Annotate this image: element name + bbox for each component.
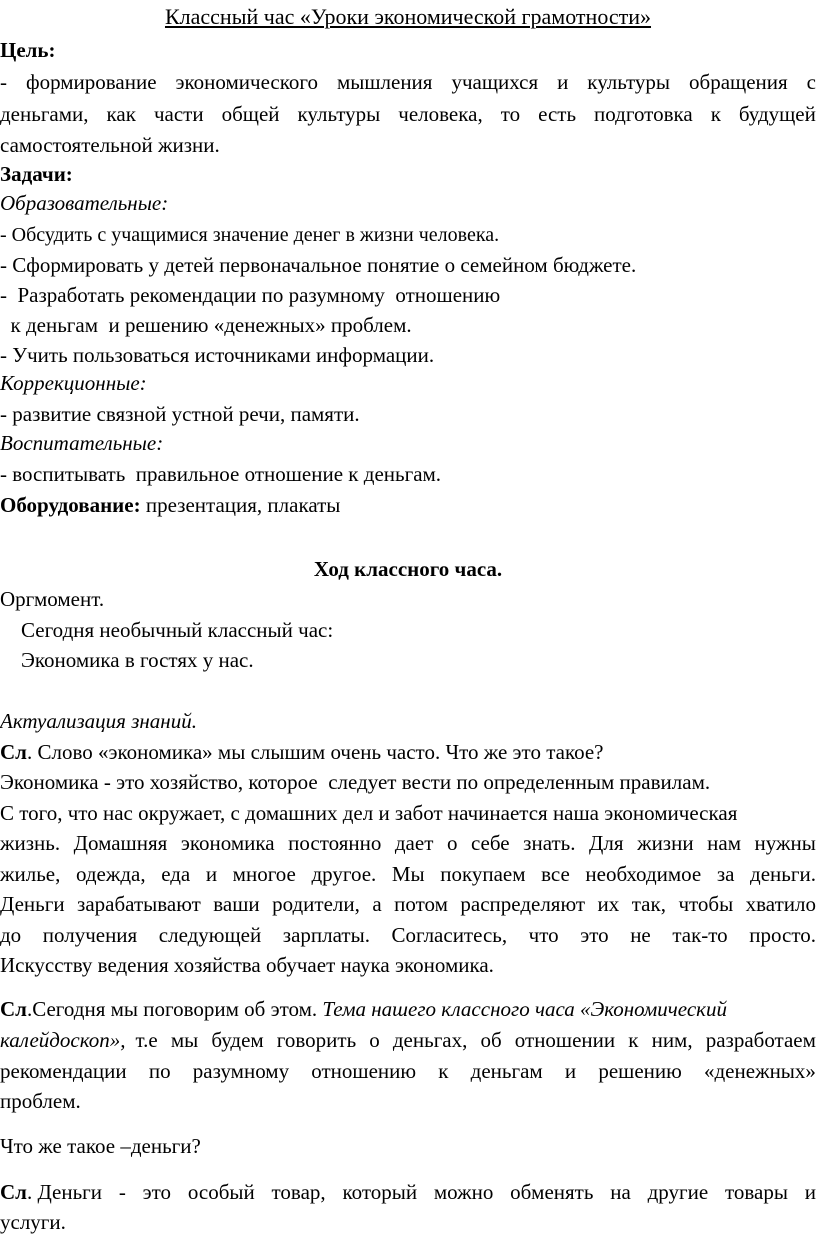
equipment-line [0,492,816,518]
educational-item-1: - Обсудить с учащимися значение денег в жизни человека. [0,224,500,246]
word: постоянно [288,831,382,855]
word: к [628,1028,639,1052]
word: ним, [651,1028,693,1052]
word: потом [394,892,448,916]
word: деньгах, [392,1028,468,1052]
word: человека, [398,102,483,126]
word: Согласитесь, [391,923,508,947]
word: многое [232,862,296,886]
word: «денежных» [704,1059,816,1083]
actualization-line-1 [0,739,816,765]
answer-line-1 [0,1179,816,1205]
word: который [342,1180,418,1204]
word: Деньги [0,892,65,916]
word: и [804,1180,816,1204]
word: части [153,102,204,126]
word: Домашняя [73,831,168,855]
word: следующей [158,923,262,947]
word: родители, [272,892,360,916]
word: покупаем [440,862,526,886]
word: общей [221,102,280,126]
word: это [142,1180,172,1204]
word: что [528,923,559,947]
educational-item-4: к деньгам и решению «денежных» проблем. [0,313,412,337]
progress-heading: Ход классного часа. [313,557,503,581]
word: - [118,1180,126,1204]
word: С того, что нас окружает, с домашних дел и забот начинается наша экономическая [0,801,738,825]
word: одежда, [75,862,146,886]
word: экономического [175,70,318,94]
word: решению [598,1059,682,1083]
word: дает [394,831,434,855]
upbringing-label: Воспитательные: [0,431,164,455]
word: это [580,923,609,947]
word: и [557,70,569,94]
educational-item-2: - Сформировать у детей первоначальное понятие о семейном бюджете. [0,253,637,277]
word: зарабатывают [77,892,201,916]
answer-line-1-words [27,1179,816,1205]
word: другое. [311,862,377,886]
word: будущей [738,102,816,126]
word: деньги. [750,862,816,886]
word: разработаем [705,1028,816,1052]
orgmoment-label: Оргмомент. [0,587,105,611]
goal-line-1 [0,69,816,95]
actualization-label: Актуализация знаний. [0,709,197,733]
speaker-label: Сл [0,1180,27,1204]
actualization-line-7 [0,922,816,948]
actualization-line-5 [0,861,816,887]
word: отношению [311,1059,417,1083]
word: экономика [180,831,275,855]
word: их [597,892,620,916]
word: деньгами, [0,102,89,126]
word: на [610,1180,631,1204]
word: обменять [510,1180,594,1204]
goal-label: Цель: [0,38,56,62]
word: формирование [25,70,157,94]
educational-item-3: - Разработать рекомендации по разумному отношению [0,283,501,307]
word: можно [433,1180,494,1204]
word: нам [707,831,741,855]
document-title: Классный час «Уроки экономической грамотности» [164,4,652,29]
word: учащихся [451,70,539,94]
word: есть [538,102,577,126]
word: другие [647,1180,709,1204]
word: и [564,1059,577,1083]
theme-line-3 [0,1058,816,1084]
word: подготовка [594,102,693,126]
word: за [716,862,735,886]
word: . Деньги [26,1180,103,1204]
correctional-item-1: - развитие связной устной речи, памяти. [0,402,360,426]
answer-line-2: услуги. [0,1210,66,1234]
word: еда [161,862,191,886]
word: чтобы [678,892,734,916]
word: о [446,831,458,855]
theme-line-2-words [136,1027,816,1053]
word: все [541,862,570,886]
word: так-то [672,923,728,947]
goal-line-3: самостоятельной жизни. [0,133,220,157]
theme-line-2 [0,1027,816,1053]
word: говорить [276,1028,357,1052]
equipment-value: презентация, плакаты [140,493,341,517]
word: жизни [637,831,694,855]
actualization-line-8: Искусству ведения хозяйства обучает наука экономика. [0,953,494,977]
word: по [148,1059,171,1083]
word: т.е [135,1028,158,1052]
word: отношении [514,1028,616,1052]
word: просто. [749,923,816,947]
theme-line-4: проблем. [0,1089,81,1113]
word: мы [170,1028,199,1052]
word: культуры [297,102,381,126]
word: к [710,102,721,126]
word: культуры [587,70,671,94]
word: необходимое [585,862,702,886]
actualization-line-4 [0,830,816,856]
word: мышления [336,70,433,94]
correctional-label: Коррекционные: [0,371,147,395]
goal-line-2 [0,101,816,127]
actualization-line-6 [0,891,816,917]
word: не [630,923,651,947]
word: жизнь. [0,831,61,855]
word: - [0,70,7,94]
speaker-label: Сл [0,740,27,764]
word: товары [724,1180,788,1204]
educational-item-5: - Учить пользоваться источниками информации. [0,343,435,367]
word: товар, [271,1180,326,1204]
word: Для [589,831,624,855]
word: до [0,923,22,947]
actualization-text: . Слово «экономика» мы слышим очень часто. Что же это такое? [26,740,604,764]
word: ваши [213,892,260,916]
word: получения [42,923,138,947]
word: рекомендации [0,1059,127,1083]
speaker-label: Сл [0,997,27,1021]
tasks-label: Задачи: [0,162,73,186]
orgmoment-line-2: Экономика в гостях у нас. [0,648,254,672]
word: Мы [391,862,425,886]
word: обращения [689,70,788,94]
word: об [480,1028,502,1052]
actualization-line-3 [0,800,816,826]
word: как [106,102,136,126]
word: деньгам [470,1059,543,1083]
word: знать. [523,831,576,855]
word: а [372,892,382,916]
actualization-line-2: Экономика - это хозяйство, которое следует вести по определенным правилам. [0,770,711,794]
word: распределяют [460,892,586,916]
word: себе [470,831,510,855]
word: так, [631,892,666,916]
question-line: Что же такое –деньги? [0,1134,201,1158]
word: разумному [192,1059,290,1083]
word: хватило [745,892,816,916]
word: и [205,862,218,886]
word: жилье, [0,862,61,886]
theme-line-1 [0,996,816,1022]
upbringing-item-1: - воспитывать правильное отношение к деньгам. [0,462,442,486]
theme-title-end: калейдоскоп», [0,1028,126,1052]
word: зарплаты. [282,923,370,947]
orgmoment-line-1: Сегодня необычный классный час: [0,618,334,642]
word: будем [211,1028,264,1052]
theme-text-plain: .Сегодня мы поговорим об этом. [26,997,323,1021]
word: нужны [754,831,816,855]
word: то [500,102,521,126]
educational-label: Образовательные: [0,191,169,215]
word: с [806,70,816,94]
theme-text-italic: Тема нашего классного часа «Экономический [322,997,727,1021]
word: о [369,1028,380,1052]
word: к [438,1059,449,1083]
equipment-label: Оборудование: [0,493,141,517]
word: особый [187,1180,255,1204]
